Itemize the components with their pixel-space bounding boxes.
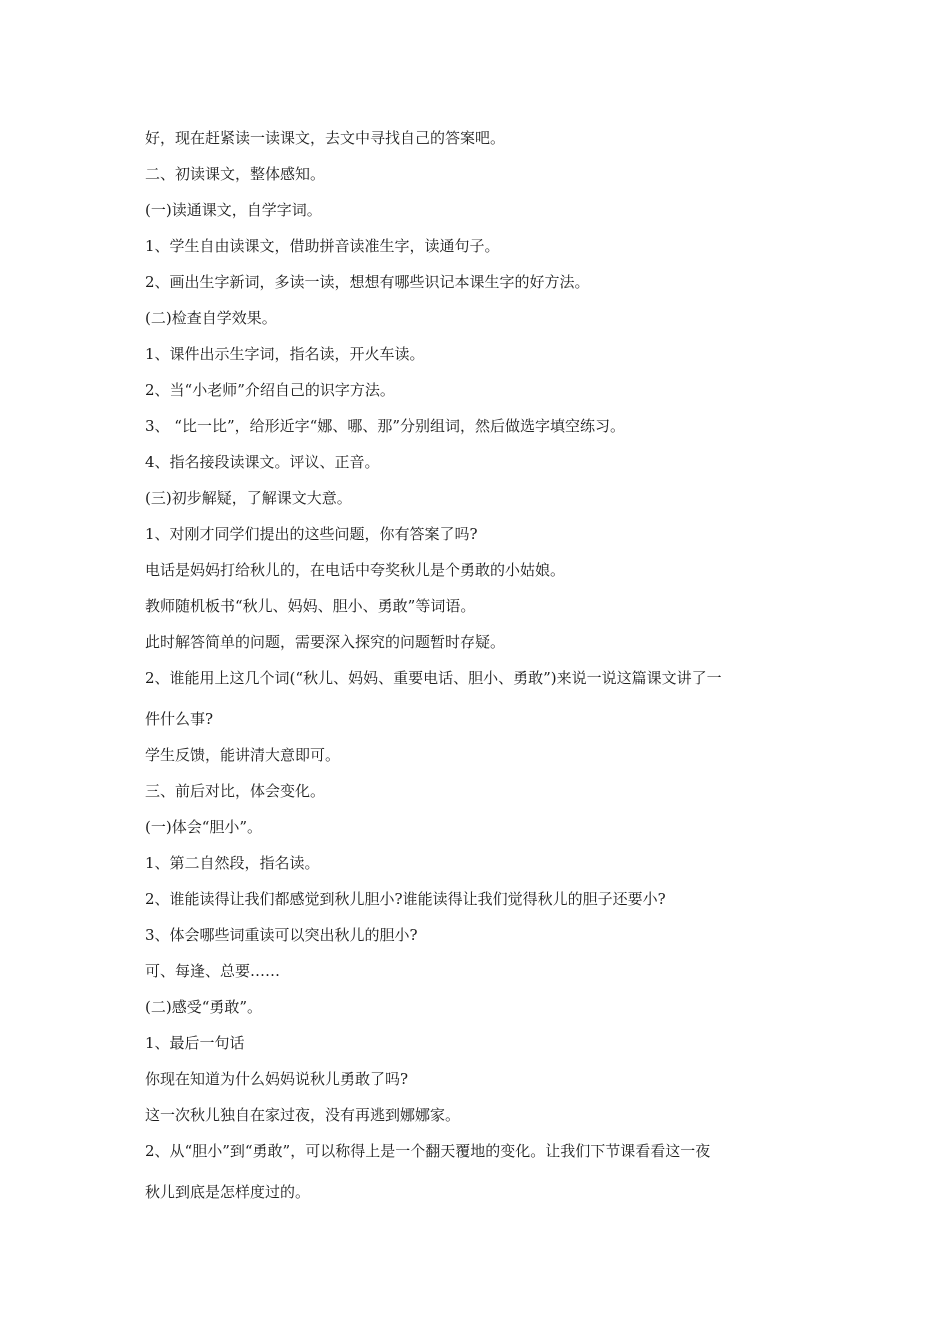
text-line: 1、最后一句话 bbox=[145, 1034, 245, 1052]
text-line: 教师随机板书“秋儿、妈妈、胆小、勇敢”等词语。 bbox=[145, 597, 476, 615]
text-line: 电话是妈妈打给秋儿的，在电话中夸奖秋儿是个勇敢的小姑娘。 bbox=[145, 561, 566, 579]
text-line: 3、体会哪些词重读可以突出秋儿的胆小? bbox=[145, 926, 418, 944]
subsection-heading: (三)初步解疑，了解课文大意。 bbox=[145, 489, 352, 507]
text-line: 1、学生自由读课文，借助拼音读准生字，读通句子。 bbox=[145, 237, 500, 255]
text-line: 你现在知道为什么妈妈说秋儿勇敢了吗? bbox=[145, 1070, 409, 1088]
section-heading: 三、前后对比，体会变化。 bbox=[145, 782, 326, 800]
text-line: 2、谁能读得让我们都感觉到秋儿胆小?谁能读得让我们觉得秋儿的胆子还要小? bbox=[145, 890, 666, 908]
subsection-heading: (二)感受“勇敢”。 bbox=[145, 998, 263, 1016]
text-line: 2、从“胆小”到“勇敢”，可以称得上是一个翻天覆地的变化。让我们下节课看看这一夜 bbox=[145, 1142, 711, 1160]
text-line: 件什么事? bbox=[145, 710, 214, 728]
text-line: 1、对刚才同学们提出的这些问题，你有答案了吗? bbox=[145, 525, 478, 543]
text-line: 2、当“小老师”介绍自己的识字方法。 bbox=[145, 381, 395, 399]
text-line: 此时解答简单的问题，需要深入探究的问题暂时存疑。 bbox=[145, 633, 506, 651]
text-line: 1、课件出示生字词，指名读，开火车读。 bbox=[145, 345, 425, 363]
text-line: 1、第二自然段，指名读。 bbox=[145, 854, 320, 872]
subsection-heading: (二)检查自学效果。 bbox=[145, 309, 277, 327]
text-line: 可、每逢、总要…… bbox=[145, 962, 281, 980]
text-line: 4、指名接段读课文。评议、正音。 bbox=[145, 453, 380, 471]
text-line: 好，现在赶紧读一读课文，去文中寻找自己的答案吧。 bbox=[145, 129, 506, 147]
text-line: 这一次秋儿独自在家过夜，没有再逃到娜娜家。 bbox=[145, 1106, 461, 1124]
text-line: 2、谁能用上这几个词(“秋儿、妈妈、重要电话、胆小、勇敢”)来说一说这篇课文讲了一 bbox=[145, 669, 722, 687]
subsection-heading: (一)读通课文，自学字词。 bbox=[145, 201, 322, 219]
text-line: 秋儿到底是怎样度过的。 bbox=[145, 1183, 311, 1201]
text-line: 3、 “比一比”，给形近字“娜、哪、那”分别组词，然后做选字填空练习。 bbox=[145, 417, 625, 435]
section-heading: 二、初读课文，整体感知。 bbox=[145, 165, 326, 183]
subsection-heading: (一)体会“胆小”。 bbox=[145, 818, 263, 836]
text-line: 学生反馈，能讲清大意即可。 bbox=[145, 746, 341, 764]
text-line: 2、画出生字新词，多读一读，想想有哪些识记本课生字的好方法。 bbox=[145, 273, 590, 291]
